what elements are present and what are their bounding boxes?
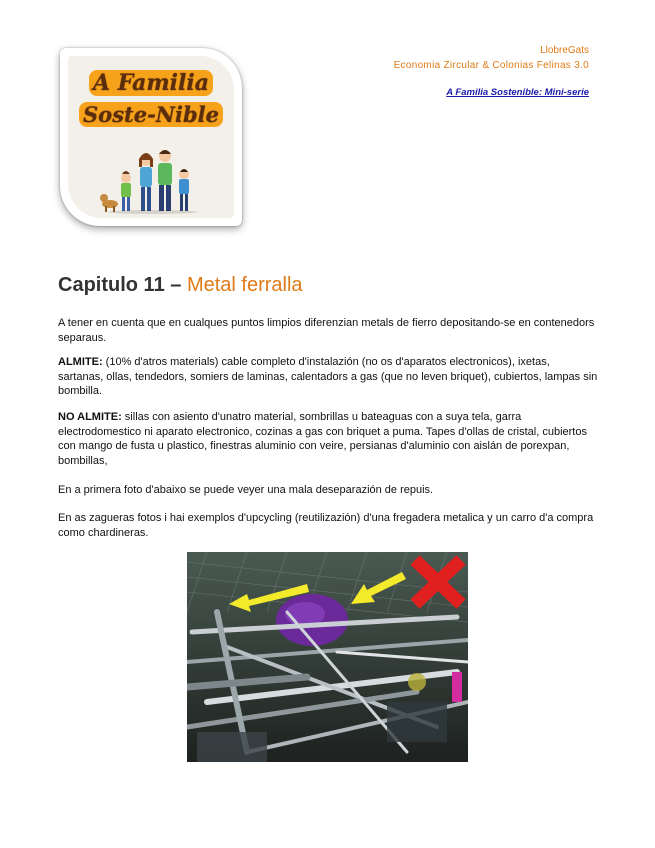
father-figure bbox=[158, 150, 172, 211]
chapter-number: Capitulo 11 – bbox=[58, 274, 182, 296]
header-subtitle: Economia Zircular & Colonias Felinas 3.0 bbox=[393, 60, 589, 71]
almite-label: ALMITE: bbox=[58, 356, 103, 368]
almite-percentage: (10% bbox=[105, 356, 132, 368]
logo-title-line2: Soste-Nible bbox=[68, 102, 234, 127]
logo-card bbox=[60, 48, 242, 226]
no-almite-text: sillas con asiento d'unatro material, sombrillas u bateaguas con a suya tela, garra electrodomestico ni aparato electronico, cozinas a gas con briquet a puma. Tapes d'ollas de cristal, cubiertos con mango de fusta u plastico, finestras aluminio con veire, persianas d'aluminio con aislán de porexpan, bombillas, bbox=[58, 411, 587, 467]
document-header bbox=[394, 43, 589, 100]
upcycling-paragraph: En as zagueras fotos i hai exemplos d'upcycling (reutilizazión) d'una fregadera metalica y un carro d'a compra como chardineras. bbox=[58, 512, 594, 539]
no-almite-label: NO ALMITE: bbox=[58, 411, 122, 423]
chapter-topic: Metal ferralla bbox=[186, 274, 303, 296]
almite-text: d'atros materials) cable completo d'instalazión (no os d'aparatos electronicos), ixetas, sartanas, ollas, tendedors, somiers de laminas, calentadors a gas (que no leven briquet), cubiertos, lampas sin bombilla. bbox=[58, 356, 598, 397]
photo-note-paragraph: En a primera foto d'abaixo se puede veyer una mala deseparazión de repuis. bbox=[58, 484, 434, 496]
no-almite-paragraph bbox=[58, 410, 598, 468]
almite-paragraph bbox=[58, 355, 598, 399]
organization-name: LlobreGats bbox=[540, 45, 589, 56]
chapter-heading bbox=[58, 274, 303, 297]
dog-figure bbox=[100, 194, 118, 212]
family-illustration bbox=[98, 142, 208, 214]
logo-title-line1: A Familia bbox=[68, 70, 234, 96]
child-figure bbox=[179, 169, 189, 211]
logo-image bbox=[68, 56, 234, 218]
child-figure bbox=[121, 171, 131, 211]
mini-series-link[interactable]: A Familia Sostenible: Mini-serie bbox=[446, 87, 589, 98]
scrap-metal-scene bbox=[187, 552, 468, 762]
mother-figure bbox=[139, 153, 153, 211]
intro-paragraph: A tener en cuenta que en cualques puntos limpios diferenzian metals de fierro depositando-se en contenedors separaus. bbox=[58, 317, 595, 344]
scrap-metal-photo bbox=[187, 552, 468, 762]
